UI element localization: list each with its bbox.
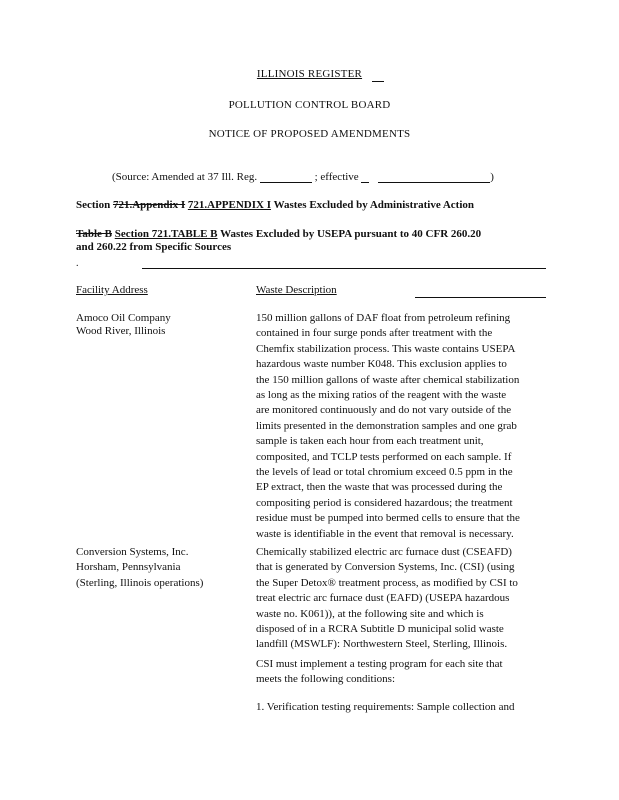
column-waste-description: Waste Description [256,284,337,296]
section-table-heading [76,228,556,254]
struck-table: Table B [76,228,112,240]
description-line: the 150 million gallons of waste after chemical stabilization [256,373,520,386]
inserted-appendix: 721.APPENDIX I [187,199,271,211]
waste-description-2 [256,545,546,653]
description-line: limits presented in the demonstration samples and one grab [256,419,517,432]
board-name: POLLUTION CONTROL BOARD [228,99,391,111]
appendix-title: Wastes Excluded by Administrative Action [273,199,475,211]
description-line: waste no. K061)), at the following site and which is [256,607,484,620]
facility-entry-2 [76,545,246,591]
description-line: CSI must implement a testing program for each site that [256,658,503,670]
section-rule [142,268,546,269]
section-appendix-heading [76,199,556,212]
source-suffix: ) [490,171,494,183]
description-line: disposed of in a RCRA Subtitle D municipal solid waste [256,623,504,636]
effective-date-blank [378,182,490,183]
description-line: sample is taken each hour from each treatment unit, [256,435,484,448]
waste-description-1 [256,311,546,542]
description-line: as long as the mixing ratios of the reagent with the waste [256,389,507,402]
source-line [112,171,494,183]
description-line: the levels of lead or total chromium exceed 0.5 ppm in the [256,466,513,479]
description-line: EP extract, then the waste that was processed during the [256,481,503,494]
testing-program-paragraph [256,657,546,688]
column-facility-address: Facility Address [76,284,148,296]
description-line: Chemically stabilized electric arc furnace dust (CSEAFD) [256,546,512,558]
register-header: ILLINOIS REGISTER [256,68,363,80]
description-line: landfill (MSWLF): Northwestern Steel, Sterling, Illinois. [256,638,508,651]
description-line: Chemfix stabilization process. This waste contains USEPA [256,342,516,355]
header-trailing-rule [372,81,384,82]
facility-entry-1 [76,312,246,337]
source-effective: ; effective [314,171,359,183]
section-label: Section [76,199,111,211]
description-line: treat electric arc furnace dust (EAFD) (USEPA hazardous [256,592,510,605]
facility-name: Amoco Oil Company [76,312,171,324]
notice-title: NOTICE OF PROPOSED AMENDMENTS [208,128,411,140]
description-line: that is generated by Conversion Systems, Inc. (CSI) (using [256,561,515,574]
description-line: residue must be pumped into bermed cells to ensure that the [256,512,520,525]
description-line: contained in four surge ponds after treatment with the [256,327,493,340]
table-title-line2: and 260.22 from Specific Sources [76,241,232,253]
facility-location: Horsham, Pennsylvania [76,561,181,574]
table-title-line1: Wastes Excluded by USEPA pursuant to 40 CFR 260.20 [220,228,482,240]
leading-dot: . [76,258,79,269]
facility-operations: (Sterling, Illinois operations) [76,576,204,589]
description-line: 150 million gallons of DAF float from petroleum refining [256,312,511,324]
description-line: meets the following conditions: [256,673,396,686]
register-page-blank [260,182,312,183]
description-line: are monitored continuously and do not vary outside of the [256,404,512,417]
column-head-rule [415,297,546,298]
description-line: compositing period is considered hazardous; the treatment [256,496,513,509]
facility-location: Wood River, Illinois [76,324,166,337]
description-line: the Super Detox® treatment process, as modified by CSI to [256,576,518,589]
inserted-table: Section 721.TABLE B [114,228,218,240]
struck-appendix: 721.Appendix I [112,199,186,211]
description-line: 1. Verification testing requirements: Sample collection and [256,701,515,713]
effective-blank-a [361,182,369,183]
facility-name: Conversion Systems, Inc. [76,546,189,558]
verification-paragraph [256,700,546,715]
source-prefix: (Source: Amended at 37 Ill. Reg. [112,171,258,183]
description-line: composited, and TCLP tests performed on each sample. If [256,450,512,463]
description-line: waste is identifiable in the event that removal is necessary. [256,527,514,540]
description-line: hazardous waste number K048. This exclusion applies to [256,358,507,371]
